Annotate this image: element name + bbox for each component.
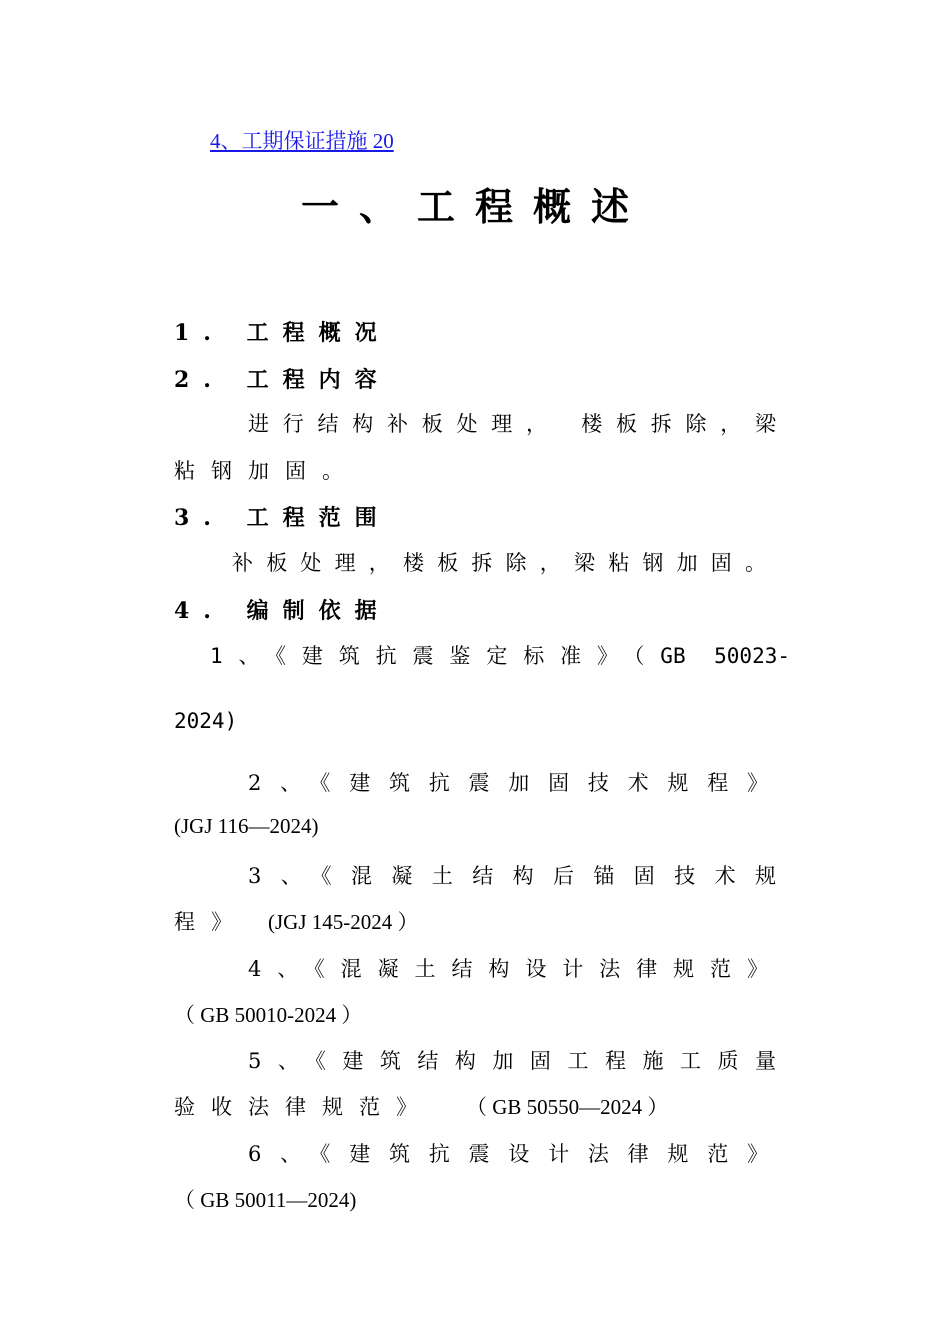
reference-2-line1: 2、《建筑抗震加固技术规程》 bbox=[248, 771, 768, 795]
content-text-line1: 进行结构补板处理， 楼板拆除，梁 bbox=[248, 412, 776, 436]
reference-3-line2-title: 程》 bbox=[174, 910, 248, 934]
toc-link-schedule-guarantee[interactable]: 4、工期保证措施 20 bbox=[210, 129, 394, 153]
reference-1-line2: 2024) bbox=[174, 709, 238, 733]
reference-5-line1: 5、《建筑结构加固工程施工质量 bbox=[248, 1049, 776, 1073]
reference-4-line1: 4、《混凝土结构设计法律规范》 bbox=[248, 957, 768, 981]
section-heading-overview: 1. 工程概况 bbox=[174, 320, 391, 346]
chapter-title: 一、工程概述 bbox=[300, 184, 649, 229]
reference-5-line2-title: 验收法律规范》 bbox=[174, 1095, 433, 1119]
reference-5-line2-code: （ GB 50550—2024 ） bbox=[466, 1095, 669, 1119]
reference-1-line1: 1、《建筑抗震鉴定标准》（GB 50023- bbox=[210, 644, 790, 668]
scope-text: 补板处理，楼板拆除，梁粘钢加固。 bbox=[232, 551, 766, 575]
reference-6-line1: 6、《建筑抗震设计法律规范》 bbox=[248, 1142, 768, 1166]
section-heading-scope: 3. 工程范围 bbox=[174, 505, 391, 531]
reference-2-line2: (JGJ 116—2024) bbox=[174, 814, 319, 838]
reference-3-line1: 3、《混凝土结构后锚固技术规 bbox=[248, 864, 776, 888]
reference-3-line2-code: (JGJ 145-2024 ） bbox=[268, 910, 419, 934]
section-heading-basis: 4. 编制依据 bbox=[174, 598, 391, 624]
content-text-line2: 粘钢加固。 bbox=[174, 459, 359, 483]
section-heading-content: 2. 工程内容 bbox=[174, 367, 391, 393]
reference-4-line2: （ GB 50010-2024 ） bbox=[174, 1003, 363, 1027]
reference-6-line2: （ GB 50011—2024) bbox=[174, 1188, 357, 1212]
